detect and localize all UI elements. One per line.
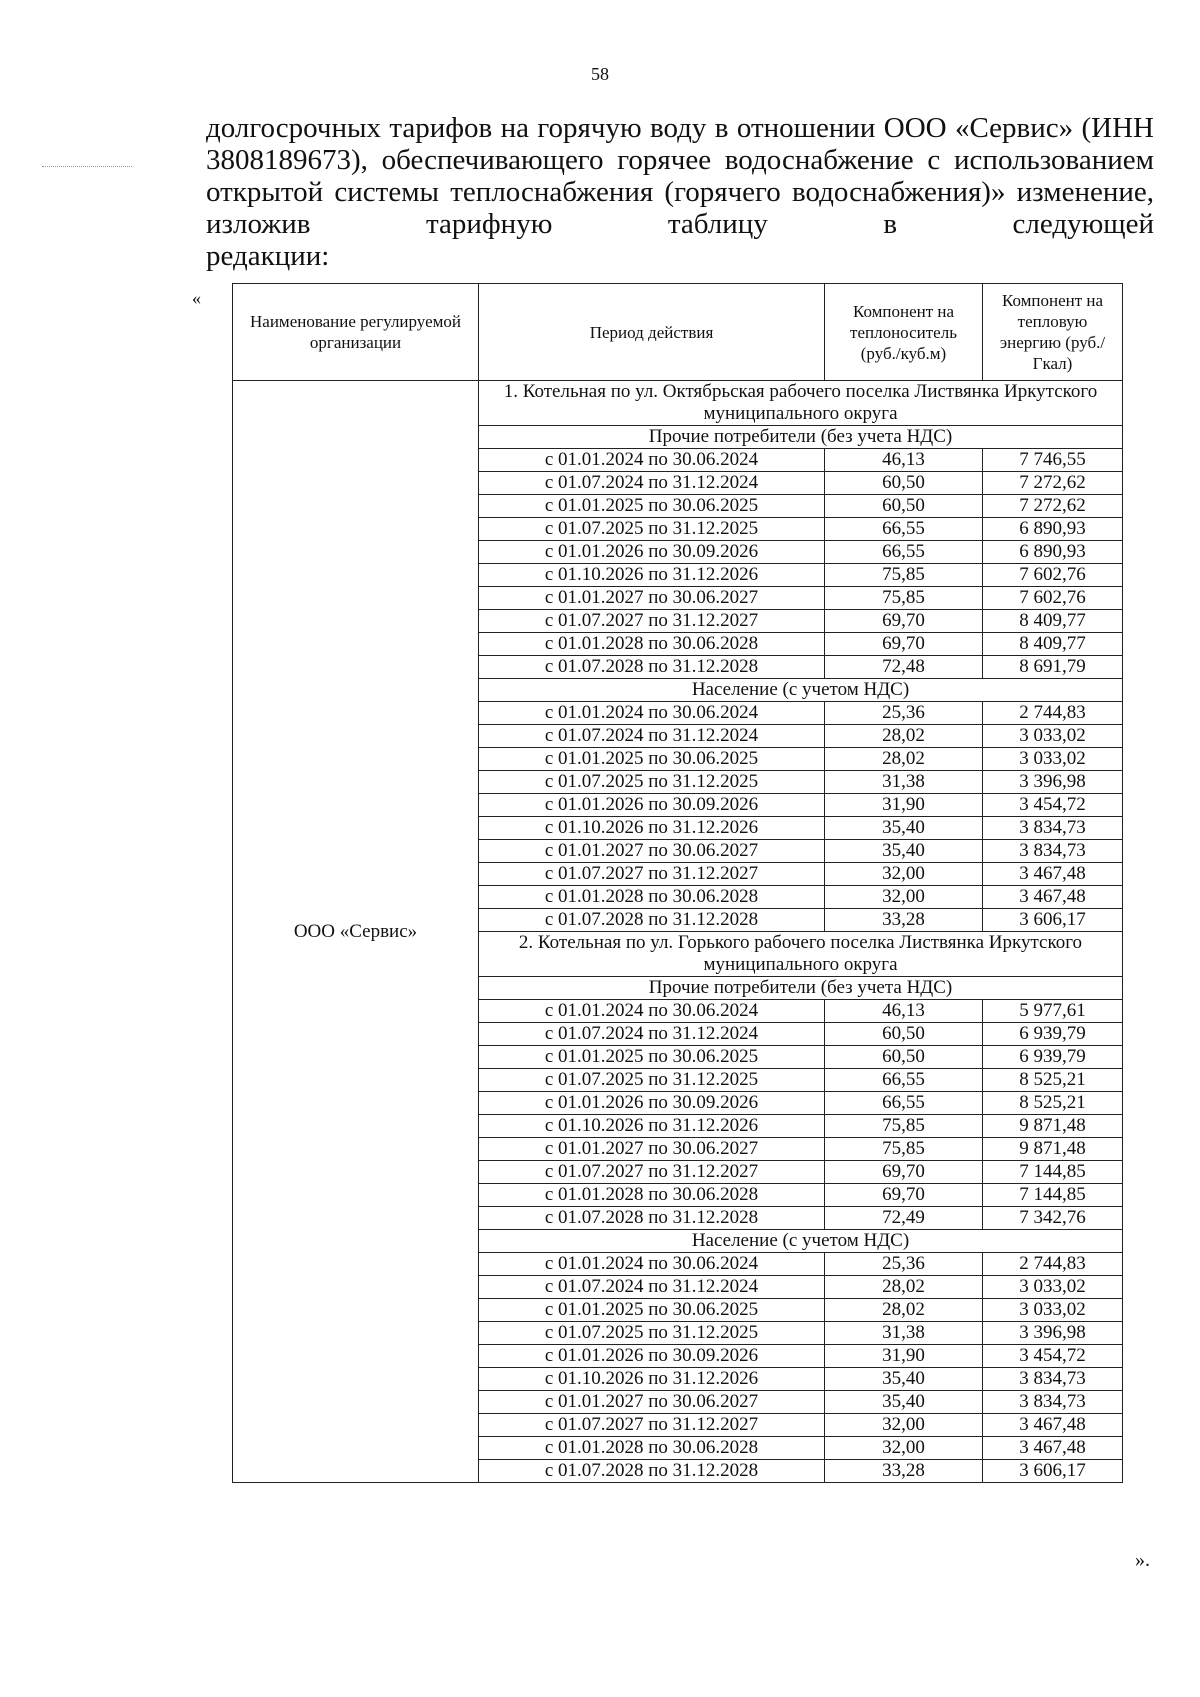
header-energy: Компонент на тепловую энергию (руб./Гкал) [983,284,1123,381]
energy-value-cell: 9 871,48 [983,1115,1123,1138]
period-cell: с 01.01.2027 по 30.06.2027 [479,840,825,863]
coolant-value-cell: 60,50 [825,472,983,495]
table-header-row [233,284,1123,381]
group-title: Население (с учетом НДС) [479,1230,1123,1253]
period-cell: с 01.01.2024 по 30.06.2024 [479,1253,825,1276]
period-cell: с 01.07.2025 по 31.12.2025 [479,518,825,541]
period-cell: с 01.07.2024 по 31.12.2024 [479,472,825,495]
energy-value-cell: 3 454,72 [983,794,1123,817]
energy-value-cell: 8 409,77 [983,610,1123,633]
coolant-value-cell: 25,36 [825,1253,983,1276]
energy-value-cell: 3 606,17 [983,909,1123,932]
coolant-value-cell: 75,85 [825,1115,983,1138]
group-title: Прочие потребители (без учета НДС) [479,977,1123,1000]
coolant-value-cell: 35,40 [825,1391,983,1414]
coolant-value-cell: 69,70 [825,633,983,656]
energy-value-cell: 2 744,83 [983,702,1123,725]
energy-value-cell: 5 977,61 [983,1000,1123,1023]
period-cell: с 01.01.2027 по 30.06.2027 [479,1391,825,1414]
header-coolant: Компонент на теплоноситель (руб./куб.м) [825,284,983,381]
energy-value-cell: 3 033,02 [983,725,1123,748]
energy-value-cell: 8 525,21 [983,1092,1123,1115]
coolant-value-cell: 46,13 [825,1000,983,1023]
period-cell: с 01.01.2028 по 30.06.2028 [479,633,825,656]
period-cell: с 01.07.2027 по 31.12.2027 [479,1414,825,1437]
group-title: Прочие потребители (без учета НДС) [479,426,1123,449]
period-cell: с 01.07.2025 по 31.12.2025 [479,1069,825,1092]
coolant-value-cell: 25,36 [825,702,983,725]
period-cell: с 01.01.2028 по 30.06.2028 [479,886,825,909]
header-period: Период действия [479,284,825,381]
tariff-table-body [233,381,1123,1483]
period-cell: с 01.07.2027 по 31.12.2027 [479,1161,825,1184]
period-cell: с 01.07.2025 по 31.12.2025 [479,771,825,794]
energy-value-cell: 8 525,21 [983,1069,1123,1092]
coolant-value-cell: 31,90 [825,1345,983,1368]
period-cell: с 01.01.2025 по 30.06.2025 [479,748,825,771]
energy-value-cell: 6 890,93 [983,541,1123,564]
energy-value-cell: 3 606,17 [983,1460,1123,1483]
coolant-value-cell: 31,38 [825,771,983,794]
coolant-value-cell: 32,00 [825,1437,983,1460]
coolant-value-cell: 35,40 [825,1368,983,1391]
coolant-value-cell: 32,00 [825,863,983,886]
period-cell: с 01.07.2028 по 31.12.2028 [479,909,825,932]
period-cell: с 01.01.2024 по 30.06.2024 [479,449,825,472]
intro-paragraph: долгосрочных тарифов на горячую воду в отношении ООО «Сервис» (ИНН 3808189673), обеспечивающего горячее водоснабжение с использованием открытой системы теплоснабжения (горячего водоснабжения)» изменение, изложив тарифную таблицу в следующей [206,112,1154,240]
coolant-value-cell: 32,00 [825,886,983,909]
period-cell: с 01.01.2027 по 30.06.2027 [479,1138,825,1161]
period-cell: с 01.07.2024 по 31.12.2024 [479,1023,825,1046]
coolant-value-cell: 69,70 [825,1161,983,1184]
coolant-value-cell: 28,02 [825,1299,983,1322]
period-cell: с 01.07.2027 по 31.12.2027 [479,610,825,633]
energy-value-cell: 2 744,83 [983,1253,1123,1276]
page-number: 58 [591,64,609,84]
coolant-value-cell: 33,28 [825,1460,983,1483]
energy-value-cell: 3 834,73 [983,1391,1123,1414]
coolant-value-cell: 31,38 [825,1322,983,1345]
energy-value-cell: 3 396,98 [983,771,1123,794]
period-cell: с 01.10.2026 по 31.12.2026 [479,564,825,587]
coolant-value-cell: 33,28 [825,909,983,932]
period-cell: с 01.07.2027 по 31.12.2027 [479,863,825,886]
period-cell: с 01.01.2025 по 30.06.2025 [479,1046,825,1069]
section-title: 1. Котельная по ул. Октябрьская рабочего поселка Листвянка Иркутского муниципального округа [479,381,1123,426]
energy-value-cell: 3 396,98 [983,1322,1123,1345]
energy-value-cell: 6 939,79 [983,1046,1123,1069]
period-cell: с 01.10.2026 по 31.12.2026 [479,1115,825,1138]
energy-value-cell: 7 144,85 [983,1161,1123,1184]
coolant-value-cell: 35,40 [825,840,983,863]
period-cell: с 01.01.2026 по 30.09.2026 [479,794,825,817]
period-cell: с 01.01.2026 по 30.09.2026 [479,1345,825,1368]
coolant-value-cell: 60,50 [825,1023,983,1046]
period-cell: с 01.07.2028 по 31.12.2028 [479,1460,825,1483]
energy-value-cell: 8 691,79 [983,656,1123,679]
tariff-table [232,283,1123,1483]
period-cell: с 01.01.2026 по 30.09.2026 [479,541,825,564]
period-cell: с 01.10.2026 по 31.12.2026 [479,1368,825,1391]
coolant-value-cell: 72,48 [825,656,983,679]
coolant-value-cell: 69,70 [825,610,983,633]
period-cell: с 01.01.2025 по 30.06.2025 [479,1299,825,1322]
energy-value-cell: 7 602,76 [983,564,1123,587]
energy-value-cell: 6 939,79 [983,1023,1123,1046]
scan-mark [42,166,132,167]
energy-value-cell: 3 834,73 [983,817,1123,840]
energy-value-cell: 3 033,02 [983,1276,1123,1299]
period-cell: с 01.07.2028 по 31.12.2028 [479,656,825,679]
coolant-value-cell: 66,55 [825,518,983,541]
energy-value-cell: 3 467,48 [983,1437,1123,1460]
energy-value-cell: 7 746,55 [983,449,1123,472]
energy-value-cell: 7 272,62 [983,495,1123,518]
coolant-value-cell: 31,90 [825,794,983,817]
period-cell: с 01.01.2024 по 30.06.2024 [479,1000,825,1023]
coolant-value-cell: 66,55 [825,1069,983,1092]
period-cell: с 01.01.2025 по 30.06.2025 [479,495,825,518]
period-cell: с 01.01.2024 по 30.06.2024 [479,702,825,725]
header-org: Наименование регулируемой организации [233,284,479,381]
period-cell: с 01.07.2024 по 31.12.2024 [479,725,825,748]
closing-quote: ». [1135,1549,1150,1571]
coolant-value-cell: 28,02 [825,748,983,771]
intro-paragraph-end: редакции: [206,240,330,272]
energy-value-cell: 3 033,02 [983,748,1123,771]
period-cell: с 01.10.2026 по 31.12.2026 [479,817,825,840]
period-cell: с 01.07.2025 по 31.12.2025 [479,1322,825,1345]
coolant-value-cell: 66,55 [825,541,983,564]
energy-value-cell: 3 467,48 [983,1414,1123,1437]
section-title: 2. Котельная по ул. Горького рабочего поселка Листвянка Иркутского муниципального округа [479,932,1123,977]
coolant-value-cell: 46,13 [825,449,983,472]
energy-value-cell: 7 272,62 [983,472,1123,495]
energy-value-cell: 3 033,02 [983,1299,1123,1322]
coolant-value-cell: 75,85 [825,1138,983,1161]
period-cell: с 01.01.2028 по 30.06.2028 [479,1184,825,1207]
coolant-value-cell: 28,02 [825,1276,983,1299]
period-cell: с 01.07.2028 по 31.12.2028 [479,1207,825,1230]
coolant-value-cell: 66,55 [825,1092,983,1115]
period-cell: с 01.01.2028 по 30.06.2028 [479,1437,825,1460]
section-row [233,381,1123,426]
coolant-value-cell: 75,85 [825,564,983,587]
energy-value-cell: 7 602,76 [983,587,1123,610]
coolant-value-cell: 60,50 [825,1046,983,1069]
period-cell: с 01.01.2027 по 30.06.2027 [479,587,825,610]
energy-value-cell: 9 871,48 [983,1138,1123,1161]
energy-value-cell: 6 890,93 [983,518,1123,541]
coolant-value-cell: 35,40 [825,817,983,840]
energy-value-cell: 3 834,73 [983,840,1123,863]
energy-value-cell: 7 342,76 [983,1207,1123,1230]
period-cell: с 01.01.2026 по 30.09.2026 [479,1092,825,1115]
coolant-value-cell: 32,00 [825,1414,983,1437]
organization-name: ООО «Сервис» [233,381,479,1483]
energy-value-cell: 3 467,48 [983,886,1123,909]
opening-quote: « [192,288,201,308]
energy-value-cell: 8 409,77 [983,633,1123,656]
coolant-value-cell: 69,70 [825,1184,983,1207]
coolant-value-cell: 60,50 [825,495,983,518]
coolant-value-cell: 72,49 [825,1207,983,1230]
energy-value-cell: 3 454,72 [983,1345,1123,1368]
coolant-value-cell: 28,02 [825,725,983,748]
coolant-value-cell: 75,85 [825,587,983,610]
period-cell: с 01.07.2024 по 31.12.2024 [479,1276,825,1299]
energy-value-cell: 7 144,85 [983,1184,1123,1207]
energy-value-cell: 3 467,48 [983,863,1123,886]
group-title: Население (с учетом НДС) [479,679,1123,702]
energy-value-cell: 3 834,73 [983,1368,1123,1391]
